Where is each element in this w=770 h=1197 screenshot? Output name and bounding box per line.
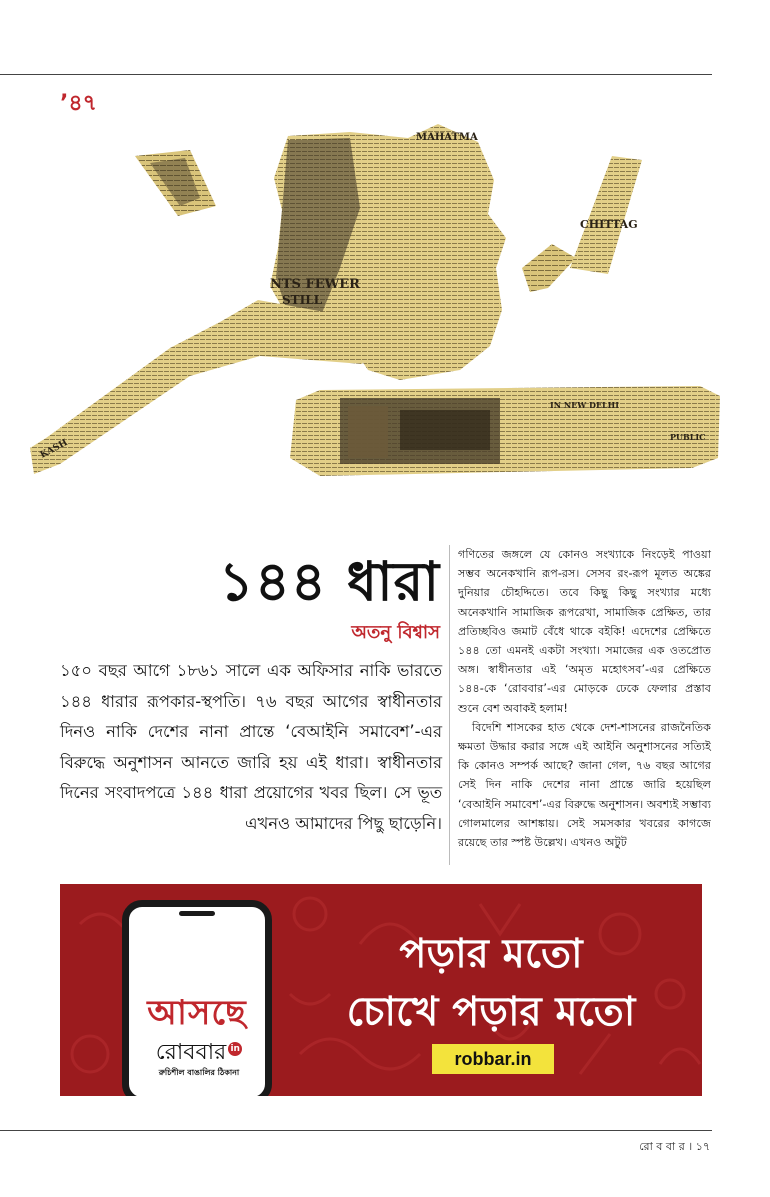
bottom-rule [0, 1130, 712, 1131]
page-folio: রো ব বা র । ১৭ [639, 1140, 710, 1153]
collage-shard-right [570, 156, 642, 274]
ad-url-link[interactable]: robbar.in [432, 1044, 554, 1074]
ad-phone-mockup [122, 900, 272, 1096]
collage-label-still: STILL [282, 293, 323, 307]
ad-coming-text: আসছে [147, 993, 247, 1033]
collage-label-newdelhi: IN NEW DELHI [550, 400, 619, 410]
body-paragraph: বিদেশি শাসকের হাত থেকে দেশ-শাসনের রাজনৈতিক ক্ষমতা উদ্ধার করার সঙ্গে এই আইনি অনুশাসনের সত্যিই কি কোনও সম্পর্ক আছে? জানা গেল, ৭৬ বছর আগের সেই দিন নাকি দেশের নানা প্রান্তে জারি হয়েছিল ‘বেআইনি সমাবেশ’-এর বিরুদ্ধে অনুশাসন। অবশ্যই সম্ভাব্য গোলমালের আশঙ্কায়। সেই সমসকার খবরের কাগজে রয়েছে তার স্পষ্ট উল্লেখ। এখনও অটুট [458, 720, 711, 850]
ad-headline-2: চোখে পড়ার মতো [346, 989, 636, 1035]
phone-notch [179, 911, 215, 916]
ad-brand-badge: in [228, 1042, 242, 1056]
lead-paragraph: ১৫০ বছর আগে ১৮৬১ সালে এক অফিসার নাকি ভারতে ১৪৪ ধারার রূপকার-স্থপতি। ৭৬ বছর আগের স্বাধীনতার দিনও নাকি দেশের নানা প্রান্তে ‘বেআইনি সমাবেশ’-এর বিরুদ্ধে অনুশাসন আনতে জারি হয় এই ধারা। স্বাধীনতার দিনের সংবাদপত্রে ১৪৪ ধারা প্রয়োগের খবর ছিল। সে ভূত এখনও আমাদের পিছু ছাড়েনি। [60, 661, 442, 833]
article-headline: ১৪৪ ধারা [218, 550, 440, 613]
top-rule [0, 74, 712, 75]
author-byline: অতনু বিশ্বাস [351, 622, 440, 643]
collage-label-fewer: NTS FEWER [270, 277, 360, 292]
collage-label-kash: KASH [38, 437, 70, 461]
ad-headline-1: পড়ার মতো [399, 931, 583, 977]
section-mark: ’৪৭ [60, 91, 97, 116]
body-paragraph: গণিতের জঙ্গলে যে কোনও সংখ্যাকে নিংড়েই পাওয়া সম্ভব অনেকখানি রূপ-রস। সেসব রং-রূপ মূলত অঙ্কের দুনিয়ার চৌহদ্দিতে। তবে কিছু কিছু সংখ্যার মধ্যে অনেকখানি সামাজিক রূপরেখা, সামাজিক প্রেক্ষিত, তার প্রতিচ্ছবিও জমাট বেঁধে থাকে বইকি! এদেশের প্রেক্ষিতে ১৪৪ তো এমনই একটা সংখ্যা। সমাজের এক ওতপ্রোত অঙ্গ। স্বাধীনতার এই ‘অমৃত মহোৎসব’-এর প্রেক্ষিতে ১৪৪-কে ‘রোববার’-এর মোড়কে ঢেকে ফেলার প্রস্তাব শুনে বেশ অবাকই হলাম! [458, 548, 711, 715]
collage-shard-mid [522, 244, 576, 292]
collage-label-public: PUBLIC [670, 432, 706, 442]
ad-brand-tagline: রুচিশীল বাঙালির ঠিকানা [158, 1068, 240, 1077]
robbar-advertisement[interactable] [60, 884, 702, 1096]
newspaper-collage-illustration [20, 118, 730, 503]
collage-label-chittag: CHITTAG [580, 218, 638, 231]
column-divider [449, 545, 450, 865]
body-column [458, 545, 711, 852]
ad-brand-name: রোববার [155, 1040, 227, 1065]
collage-label-mahatma: MAHATMA [416, 132, 478, 143]
